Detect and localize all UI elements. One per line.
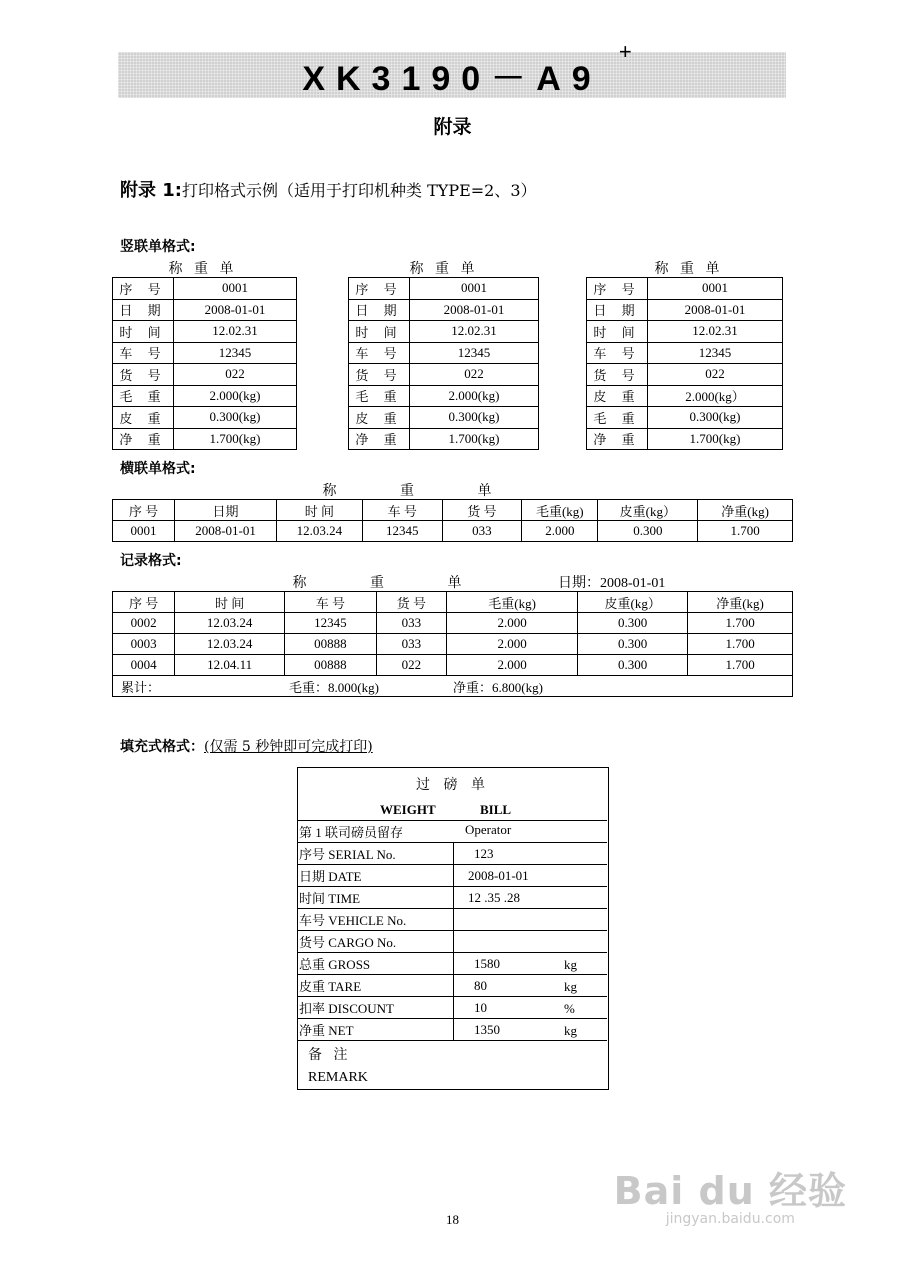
bill-remark [298, 1041, 608, 1089]
bill-table [297, 820, 607, 1041]
horizontal-header-cell: 皮重(kg） [598, 500, 698, 521]
record-caption: 称 重 单 [292, 576, 492, 591]
vertical-row [113, 278, 297, 300]
bill-row [297, 997, 607, 1019]
vertical-key: 毛 重 [587, 407, 648, 429]
vertical-value: 2008-01-01 [648, 299, 783, 321]
vertical-table-3 [586, 277, 783, 450]
vertical-key: 序 号 [113, 278, 174, 300]
horizontal-header-cell: 车 号 [362, 500, 442, 521]
record-header-cell: 车 号 [285, 592, 377, 613]
horizontal-header-cell: 货 号 [442, 500, 522, 521]
horizontal-cell: 1.700 [698, 521, 793, 542]
vertical-key: 车 号 [349, 342, 410, 364]
vertical-key: 日 期 [349, 299, 410, 321]
bill-row [297, 843, 607, 865]
horizontal-cell: 2008-01-01 [175, 521, 277, 542]
model-text: XK3190－A9 [302, 59, 602, 98]
record-total-row [113, 676, 793, 697]
section-desc: 打印格式示例（适用于打印机种类 TYPE=2、3） [182, 181, 537, 200]
record-title: 记录格式: [120, 553, 182, 569]
bill-row [297, 975, 607, 997]
vertical-key: 车 号 [113, 342, 174, 364]
record-table [112, 591, 793, 697]
section-title [120, 176, 537, 202]
record-row [113, 634, 793, 655]
horizontal-header-cell: 毛重(kg) [522, 500, 598, 521]
vertical-value: 2.000(kg) [410, 385, 539, 407]
bill-label: 车号 VEHICLE No. [297, 909, 454, 931]
vertical-value: 0.300(kg) [410, 407, 539, 429]
record-cell: 12.03.24 [175, 613, 285, 634]
horizontal-cell: 0001 [113, 521, 175, 542]
fill-title-text: 填充式格式： [120, 739, 204, 755]
record-total-label: 累计： [121, 679, 161, 695]
vertical-value: 12345 [174, 342, 297, 364]
bill-value: 2008-01-01 [468, 868, 529, 883]
bill-remark-en: REMARK [308, 1070, 368, 1085]
page-number: 18 [446, 1212, 459, 1227]
record-cell: 0004 [113, 655, 175, 676]
bill-title-en-2: BILL [480, 802, 512, 817]
bill-unit: % [564, 1001, 575, 1016]
vertical-key: 时 间 [587, 321, 648, 343]
horizontal-caption: 称 重 单 [322, 484, 522, 499]
vertical-value: 0.300(kg) [648, 407, 783, 429]
bill-row [297, 909, 607, 931]
record-cell: 033 [376, 613, 446, 634]
vertical-key: 货 号 [113, 364, 174, 386]
bill-label: 货号 CARGO No. [297, 931, 454, 953]
vertical-row [587, 342, 783, 364]
bill-value-cell [454, 975, 608, 997]
bill-label: 时间 TIME [297, 887, 454, 909]
horizontal-data-row [113, 521, 793, 542]
vertical-row [349, 407, 539, 429]
vertical-row [113, 385, 297, 407]
weight-bill [297, 767, 609, 1090]
horizontal-cell: 12345 [362, 521, 442, 542]
record-cell: 12345 [285, 613, 377, 634]
watermark-logo: Bai du 经验 [613, 1169, 847, 1213]
bill-copy-label: 第 1 联司磅员留存 [299, 825, 404, 840]
bill-value-cell [454, 909, 608, 931]
vertical-row [113, 342, 297, 364]
bill-value-cell [454, 887, 608, 909]
vertical-title: 竖联单格式: [120, 239, 196, 255]
vertical-value: 0001 [174, 278, 297, 300]
vertical-key: 车 号 [587, 342, 648, 364]
vertical-key: 时 间 [113, 321, 174, 343]
bill-unit: kg [564, 957, 577, 972]
record-total-cell [113, 676, 793, 697]
model-sup: + [618, 38, 632, 64]
record-cell: 1.700 [688, 613, 793, 634]
vertical-value: 1.700(kg) [410, 428, 539, 450]
record-total-gross: 毛重：8.000(kg) [289, 679, 379, 695]
vertical-value: 022 [648, 364, 783, 386]
bill-remark-cn: 备 注 [308, 1048, 352, 1063]
horizontal-header-cell: 时 间 [276, 500, 362, 521]
record-cell: 0002 [113, 613, 175, 634]
vertical-value: 022 [410, 364, 539, 386]
bill-label: 皮重 TARE [297, 975, 454, 997]
vertical-value: 12345 [648, 342, 783, 364]
model-title [302, 38, 632, 100]
bill-copy-cell [297, 821, 607, 843]
vertical-row [587, 407, 783, 429]
record-cell: 12.03.24 [175, 634, 285, 655]
record-header-cell: 毛重(kg) [446, 592, 577, 613]
bill-row [297, 931, 607, 953]
vertical-value: 12.02.31 [174, 321, 297, 343]
record-header-cell: 时 间 [175, 592, 285, 613]
vertical-value: 2.000(kg) [174, 385, 297, 407]
vertical-value: 0.300(kg) [174, 407, 297, 429]
record-header-cell: 净重(kg) [688, 592, 793, 613]
record-cell: 2.000 [446, 655, 577, 676]
vertical-caption-1: 称 重 单 [168, 262, 238, 277]
record-cell: 1.700 [688, 634, 793, 655]
bill-value: 12 .35 .28 [468, 890, 520, 905]
vertical-key: 时 间 [349, 321, 410, 343]
record-row [113, 613, 793, 634]
bill-label: 日期 DATE [297, 865, 454, 887]
bill-title-en-1: WEIGHT [380, 802, 436, 817]
appendix-title: 附录 [433, 116, 472, 138]
bill-value: 1350 [474, 1022, 500, 1037]
bill-value: 123 [474, 846, 494, 861]
horizontal-table [112, 499, 793, 542]
vertical-row [587, 428, 783, 450]
vertical-key: 皮 重 [349, 407, 410, 429]
horizontal-title: 横联单格式: [120, 461, 196, 477]
bill-value-cell [454, 931, 608, 953]
vertical-key: 净 重 [587, 428, 648, 450]
horizontal-header-cell: 序 号 [113, 500, 175, 521]
bill-row [297, 1019, 607, 1041]
vertical-value: 022 [174, 364, 297, 386]
record-cell: 12.04.11 [175, 655, 285, 676]
horizontal-header-cell: 净重(kg) [698, 500, 793, 521]
vertical-key: 毛 重 [113, 385, 174, 407]
vertical-value: 12.02.31 [410, 321, 539, 343]
header-bar [118, 38, 786, 98]
bill-unit: kg [564, 979, 577, 994]
horizontal-cell: 033 [442, 521, 522, 542]
bill-value-cell [454, 865, 608, 887]
record-cell: 2.000 [446, 634, 577, 655]
bill-value: 80 [474, 978, 487, 993]
horizontal-cell: 12.03.24 [276, 521, 362, 542]
bill-label: 总重 GROSS [297, 953, 454, 975]
horizontal-cell: 0.300 [598, 521, 698, 542]
vertical-key: 货 号 [587, 364, 648, 386]
record-date: 日期：2008-01-01 [558, 576, 666, 591]
vertical-value: 1.700(kg) [648, 428, 783, 450]
vertical-row [113, 321, 297, 343]
vertical-row [349, 364, 539, 386]
vertical-key: 序 号 [587, 278, 648, 300]
vertical-key: 皮 重 [113, 407, 174, 429]
bill-row [297, 887, 607, 909]
bill-row [297, 865, 607, 887]
vertical-row [587, 364, 783, 386]
bill-title: 过 磅 单 [416, 778, 490, 793]
vertical-value: 2.000(kg） [648, 385, 783, 407]
record-cell: 0.300 [578, 634, 688, 655]
record-cell: 1.700 [688, 655, 793, 676]
vertical-row [349, 428, 539, 450]
vertical-caption-2: 称 重 单 [409, 262, 479, 277]
record-header-row [113, 592, 793, 613]
bill-copy-value: Operator [465, 822, 512, 837]
bill-value-cell [454, 1019, 608, 1041]
watermark-url: jingyan.baidu.com [665, 1211, 795, 1227]
record-cell: 00888 [285, 655, 377, 676]
bill-value: 1580 [474, 956, 500, 971]
vertical-row [349, 342, 539, 364]
record-total-net: 净重：6.800(kg) [453, 679, 543, 695]
record-header-cell: 皮重(kg） [578, 592, 688, 613]
vertical-row [349, 385, 539, 407]
bill-copy-row [297, 821, 607, 843]
vertical-table-2 [348, 277, 539, 450]
vertical-key: 日 期 [113, 299, 174, 321]
vertical-key: 皮 重 [587, 385, 648, 407]
record-cell: 2.000 [446, 613, 577, 634]
vertical-key: 序 号 [349, 278, 410, 300]
vertical-row [113, 428, 297, 450]
vertical-key: 净 重 [349, 428, 410, 450]
horizontal-cell: 2.000 [522, 521, 598, 542]
vertical-row [587, 321, 783, 343]
vertical-key: 毛 重 [349, 385, 410, 407]
bill-value: 10 [474, 1000, 487, 1015]
vertical-caption-3: 称 重 单 [654, 262, 724, 277]
vertical-row [587, 299, 783, 321]
vertical-value: 0001 [410, 278, 539, 300]
horizontal-header-row [113, 500, 793, 521]
vertical-value: 12345 [410, 342, 539, 364]
bill-value-cell [454, 997, 608, 1019]
vertical-key: 净 重 [113, 428, 174, 450]
vertical-row [349, 299, 539, 321]
vertical-value: 12.02.31 [648, 321, 783, 343]
vertical-row [587, 278, 783, 300]
bill-label: 序号 SERIAL No. [297, 843, 454, 865]
vertical-row [349, 278, 539, 300]
record-cell: 033 [376, 634, 446, 655]
vertical-table-1 [112, 277, 297, 450]
vertical-value: 1.700(kg) [174, 428, 297, 450]
vertical-row [113, 299, 297, 321]
vertical-key: 货 号 [349, 364, 410, 386]
record-cell: 0.300 [578, 613, 688, 634]
vertical-row [113, 364, 297, 386]
record-header-cell: 货 号 [376, 592, 446, 613]
record-cell: 0003 [113, 634, 175, 655]
fill-title [120, 736, 373, 756]
record-cell: 00888 [285, 634, 377, 655]
vertical-row [587, 385, 783, 407]
horizontal-header-cell: 日期 [175, 500, 277, 521]
bill-value-cell [454, 843, 608, 865]
record-cell: 0.300 [578, 655, 688, 676]
fill-note: (仅需 5 秒钟即可完成打印) [204, 739, 373, 755]
record-row [113, 655, 793, 676]
bill-label: 扣率 DISCOUNT [297, 997, 454, 1019]
bill-unit: kg [564, 1023, 577, 1038]
bill-label: 净重 NET [297, 1019, 454, 1041]
bill-title-en [298, 796, 608, 820]
vertical-row [349, 321, 539, 343]
vertical-key: 日 期 [587, 299, 648, 321]
vertical-value: 2008-01-01 [174, 299, 297, 321]
watermark [614, 1160, 847, 1227]
vertical-value: 2008-01-01 [410, 299, 539, 321]
bill-value-cell [454, 953, 608, 975]
record-cell: 022 [376, 655, 446, 676]
vertical-row [113, 407, 297, 429]
bill-row [297, 953, 607, 975]
section-label: 附录 1: [120, 180, 182, 201]
record-header-cell: 序 号 [113, 592, 175, 613]
vertical-value: 0001 [648, 278, 783, 300]
